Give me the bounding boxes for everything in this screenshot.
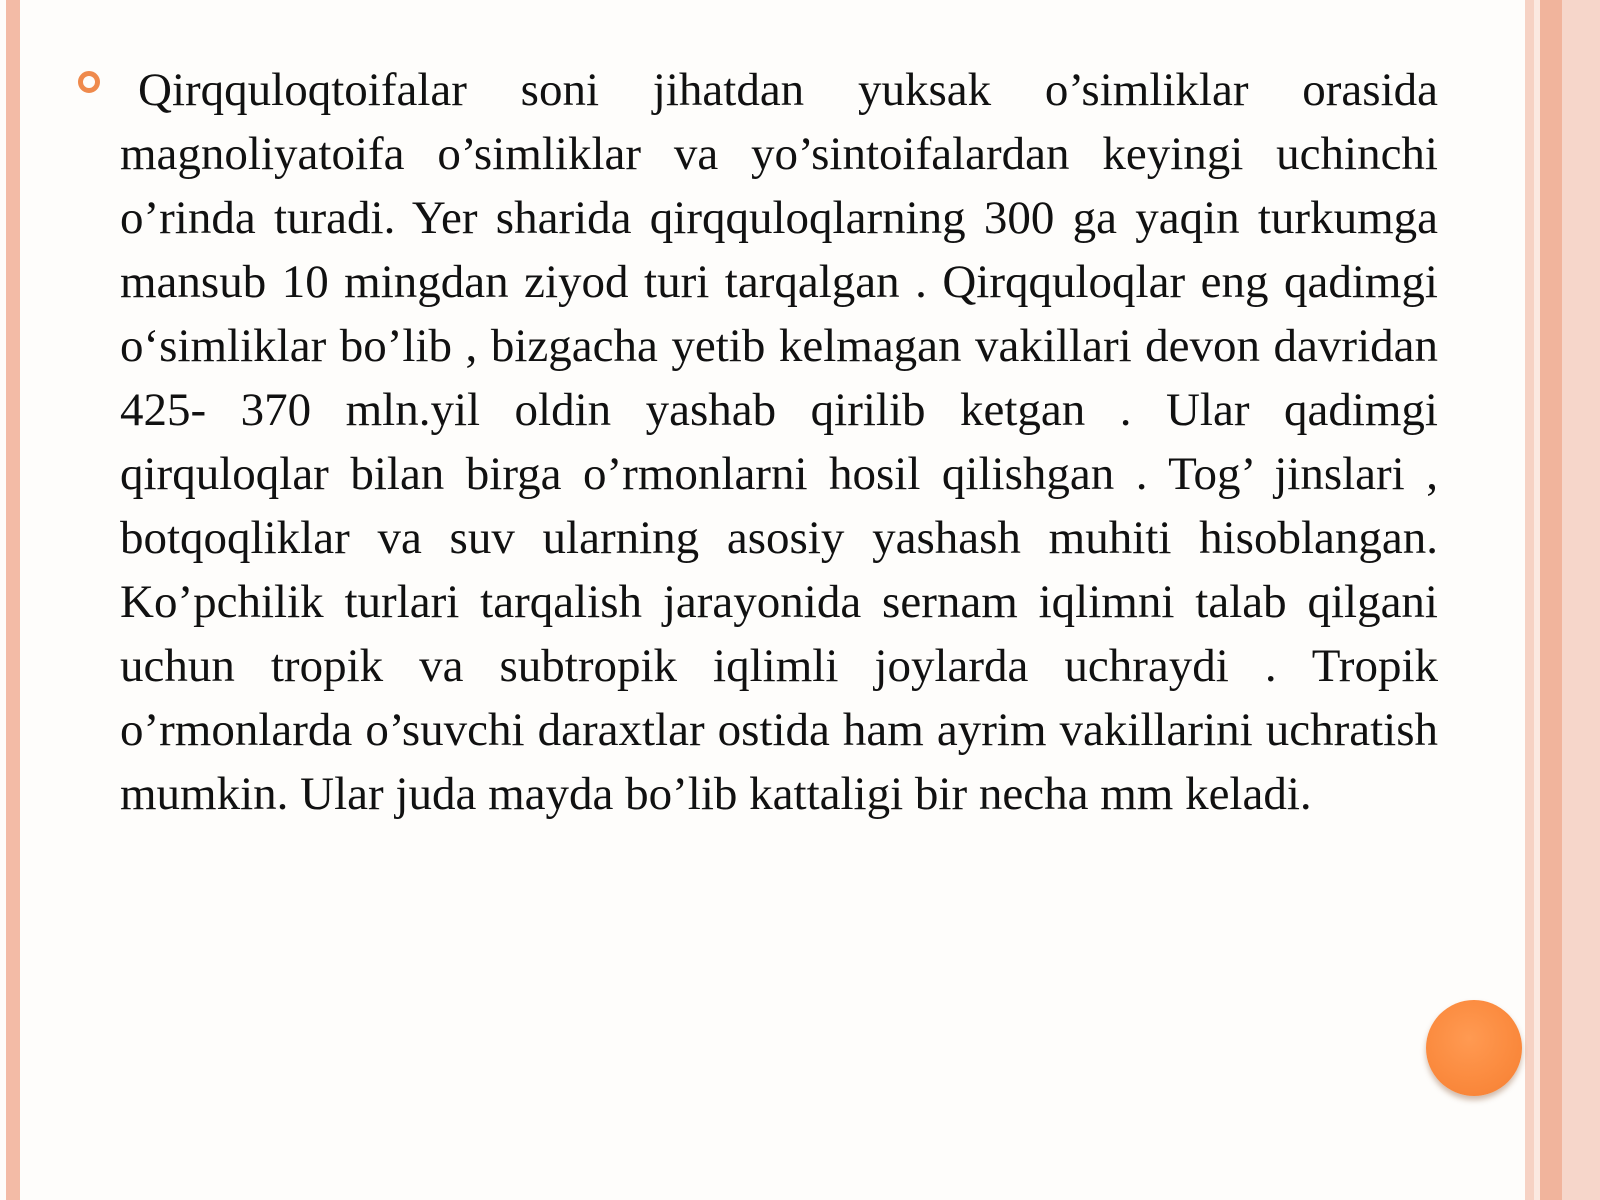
right-decorative-stripe [1562,0,1600,1200]
next-slide-button[interactable] [1426,1000,1522,1096]
right-decorative-stripe [1525,0,1534,1200]
slide-body [120,58,1438,826]
right-decorative-stripe [1540,0,1562,1200]
body-paragraph: Qirqquloqtoifalar soni jihatdan yuksak o’simliklar orasida magnoliyatoifa o’simliklar va yo’sintoifalardan keyingi uchinchi o’rinda turadi. Yer sharida qirqquloqlarning 300 ga yaqin turkumga mansub 10 mingdan ziyod turi tarqalgan . Qirqquloqlar eng qadimgi o‘simliklar bo’lib , bizgacha yetib kelmagan vakillari devon davridan 425- 370 mln.yil oldin yashab qirilib ketgan . Ular qadimgi qirquloqlar bilan birga o’rmonlarni hosil qilishgan . Tog’ jinslari , botqoqliklar va suv ularning asosiy yashash muhiti hisoblangan. Ko’pchilik turlari tarqalish jarayonida sernam iqlimni talab qilgani uchun tropik va subtropik iqlimli joylarda uchraydi . Tropik o’rmonlarda o’suvchi daraxtlar ostida ham ayrim vakillarini uchratish mumkin. Ular juda mayda bo’lib kattaligi bir necha mm keladi. [120,64,1438,820]
left-decorative-bar [6,0,20,1200]
bullet-circle-icon [78,71,100,93]
